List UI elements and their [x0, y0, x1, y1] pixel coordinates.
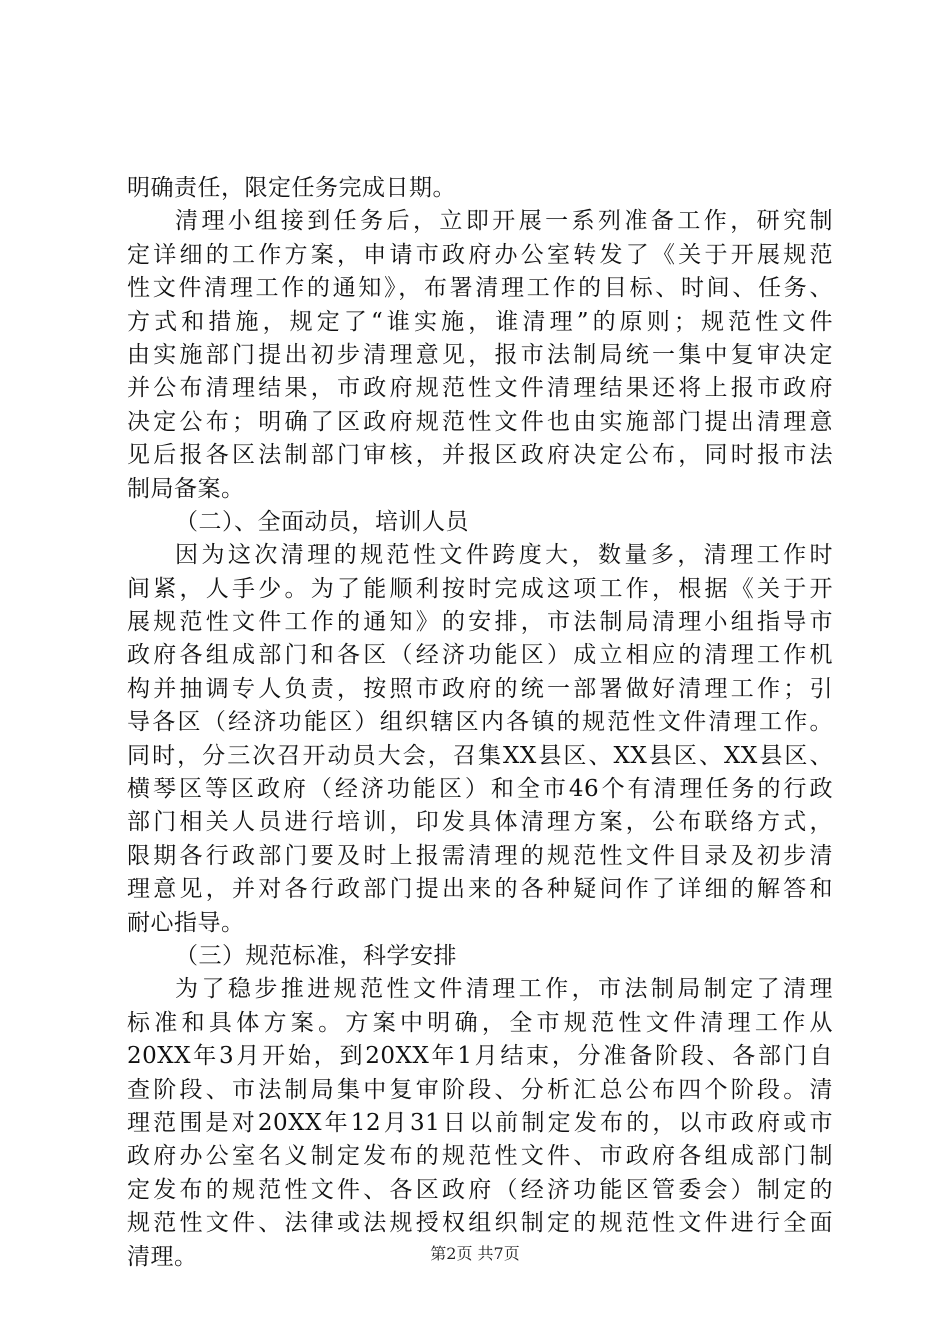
text-line: 见后报各区法制部门审核，并报区政府决定公布，同时报市法 [127, 442, 833, 469]
text-line: 间紧，人手少。为了能顺利按时完成这项工作，根据《关于开 [127, 575, 833, 602]
text-line: 部门相关人员进行培训，印发具体清理方案，公布联络方式， [127, 809, 833, 836]
text-line: 理范围是对20XX年12月31日以前制定发布的，以市政府或市 [127, 1109, 833, 1136]
paragraph-start-line: 为了稳步推进规范性文件清理工作，市法制局制定了清理 [175, 976, 833, 1003]
text-line: 明确责任，限定任务完成日期。 [127, 175, 456, 201]
text-line: 政府各组成部门和各区（经济功能区）成立相应的清理工作机 [127, 642, 833, 669]
text-line: 制局备案。 [127, 475, 245, 502]
text-line: 理意见，并对各行政部门提出来的各种疑问作了详细的解答和 [127, 876, 833, 903]
text-line: 方式和措施，规定了“谁实施，谁清理”的原则；规范性文件 [127, 308, 833, 335]
text-line: 耐心指导。 [127, 909, 245, 936]
text-line: 20XX年3月开始，到20XX年1月结束，分准备阶段、各部门自 [127, 1043, 833, 1070]
text-line: 构并抽调专人负责，按照市政府的统一部署做好清理工作；引 [127, 675, 833, 702]
section-heading: （二）、全面动员，培训人员 [175, 508, 469, 535]
text-line: 标准和具体方案。方案中明确，全市规范性文件清理工作从 [127, 1009, 833, 1036]
text-line: 清理。 [127, 1243, 198, 1270]
text-line: 政府办公室名义制定发布的规范性文件、市政府各组成部门制 [127, 1143, 833, 1170]
document-body [127, 172, 833, 1274]
text-line: 并公布清理结果，市政府规范性文件清理结果还将上报市政府 [127, 375, 833, 402]
page-footer [0, 1244, 950, 1264]
page-number-indicator: 第2页 共7页 [430, 1244, 520, 1263]
text-line: 导各区（经济功能区）组织辖区内各镇的规范性文件清理工作。 [127, 709, 833, 736]
text-line: 展规范性文件工作的通知》的安排，市法制局清理小组指导市 [127, 609, 833, 636]
text-line: 查阶段、市法制局集中复审阶段、分析汇总公布四个阶段。清 [127, 1076, 833, 1103]
text-line: 横琴区等区政府（经济功能区）和全市46个有清理任务的行政 [127, 776, 833, 803]
text-line: 决定公布；明确了区政府规范性文件也由实施部门提出清理意 [127, 408, 833, 435]
text-line: 同时，分三次召开动员大会，召集XX县区、XX县区、XX县区、 [127, 742, 833, 769]
text-line: 限期各行政部门要及时上报需清理的规范性文件目录及初步清 [127, 842, 833, 869]
text-line: 规范性文件、法律或法规授权组织制定的规范性文件进行全面 [127, 1210, 833, 1237]
section-heading: （三）规范标准，科学安排 [175, 942, 457, 969]
text-line: 定详细的工作方案，申请市政府办公室转发了《关于开展规范 [127, 241, 833, 268]
text-line: 定发布的规范性文件、各区政府（经济功能区管委会）制定的 [127, 1176, 833, 1203]
paragraph-start-line: 因为这次清理的规范性文件跨度大，数量多，清理工作时 [175, 542, 833, 569]
text-line: 由实施部门提出初步清理意见，报市法制局统一集中复审决定 [127, 341, 833, 368]
paragraph-start-line: 清理小组接到任务后，立即开展一系列准备工作，研究制 [175, 208, 833, 235]
text-line: 性文件清理工作的通知》，布署清理工作的目标、时间、任务、 [127, 275, 833, 302]
